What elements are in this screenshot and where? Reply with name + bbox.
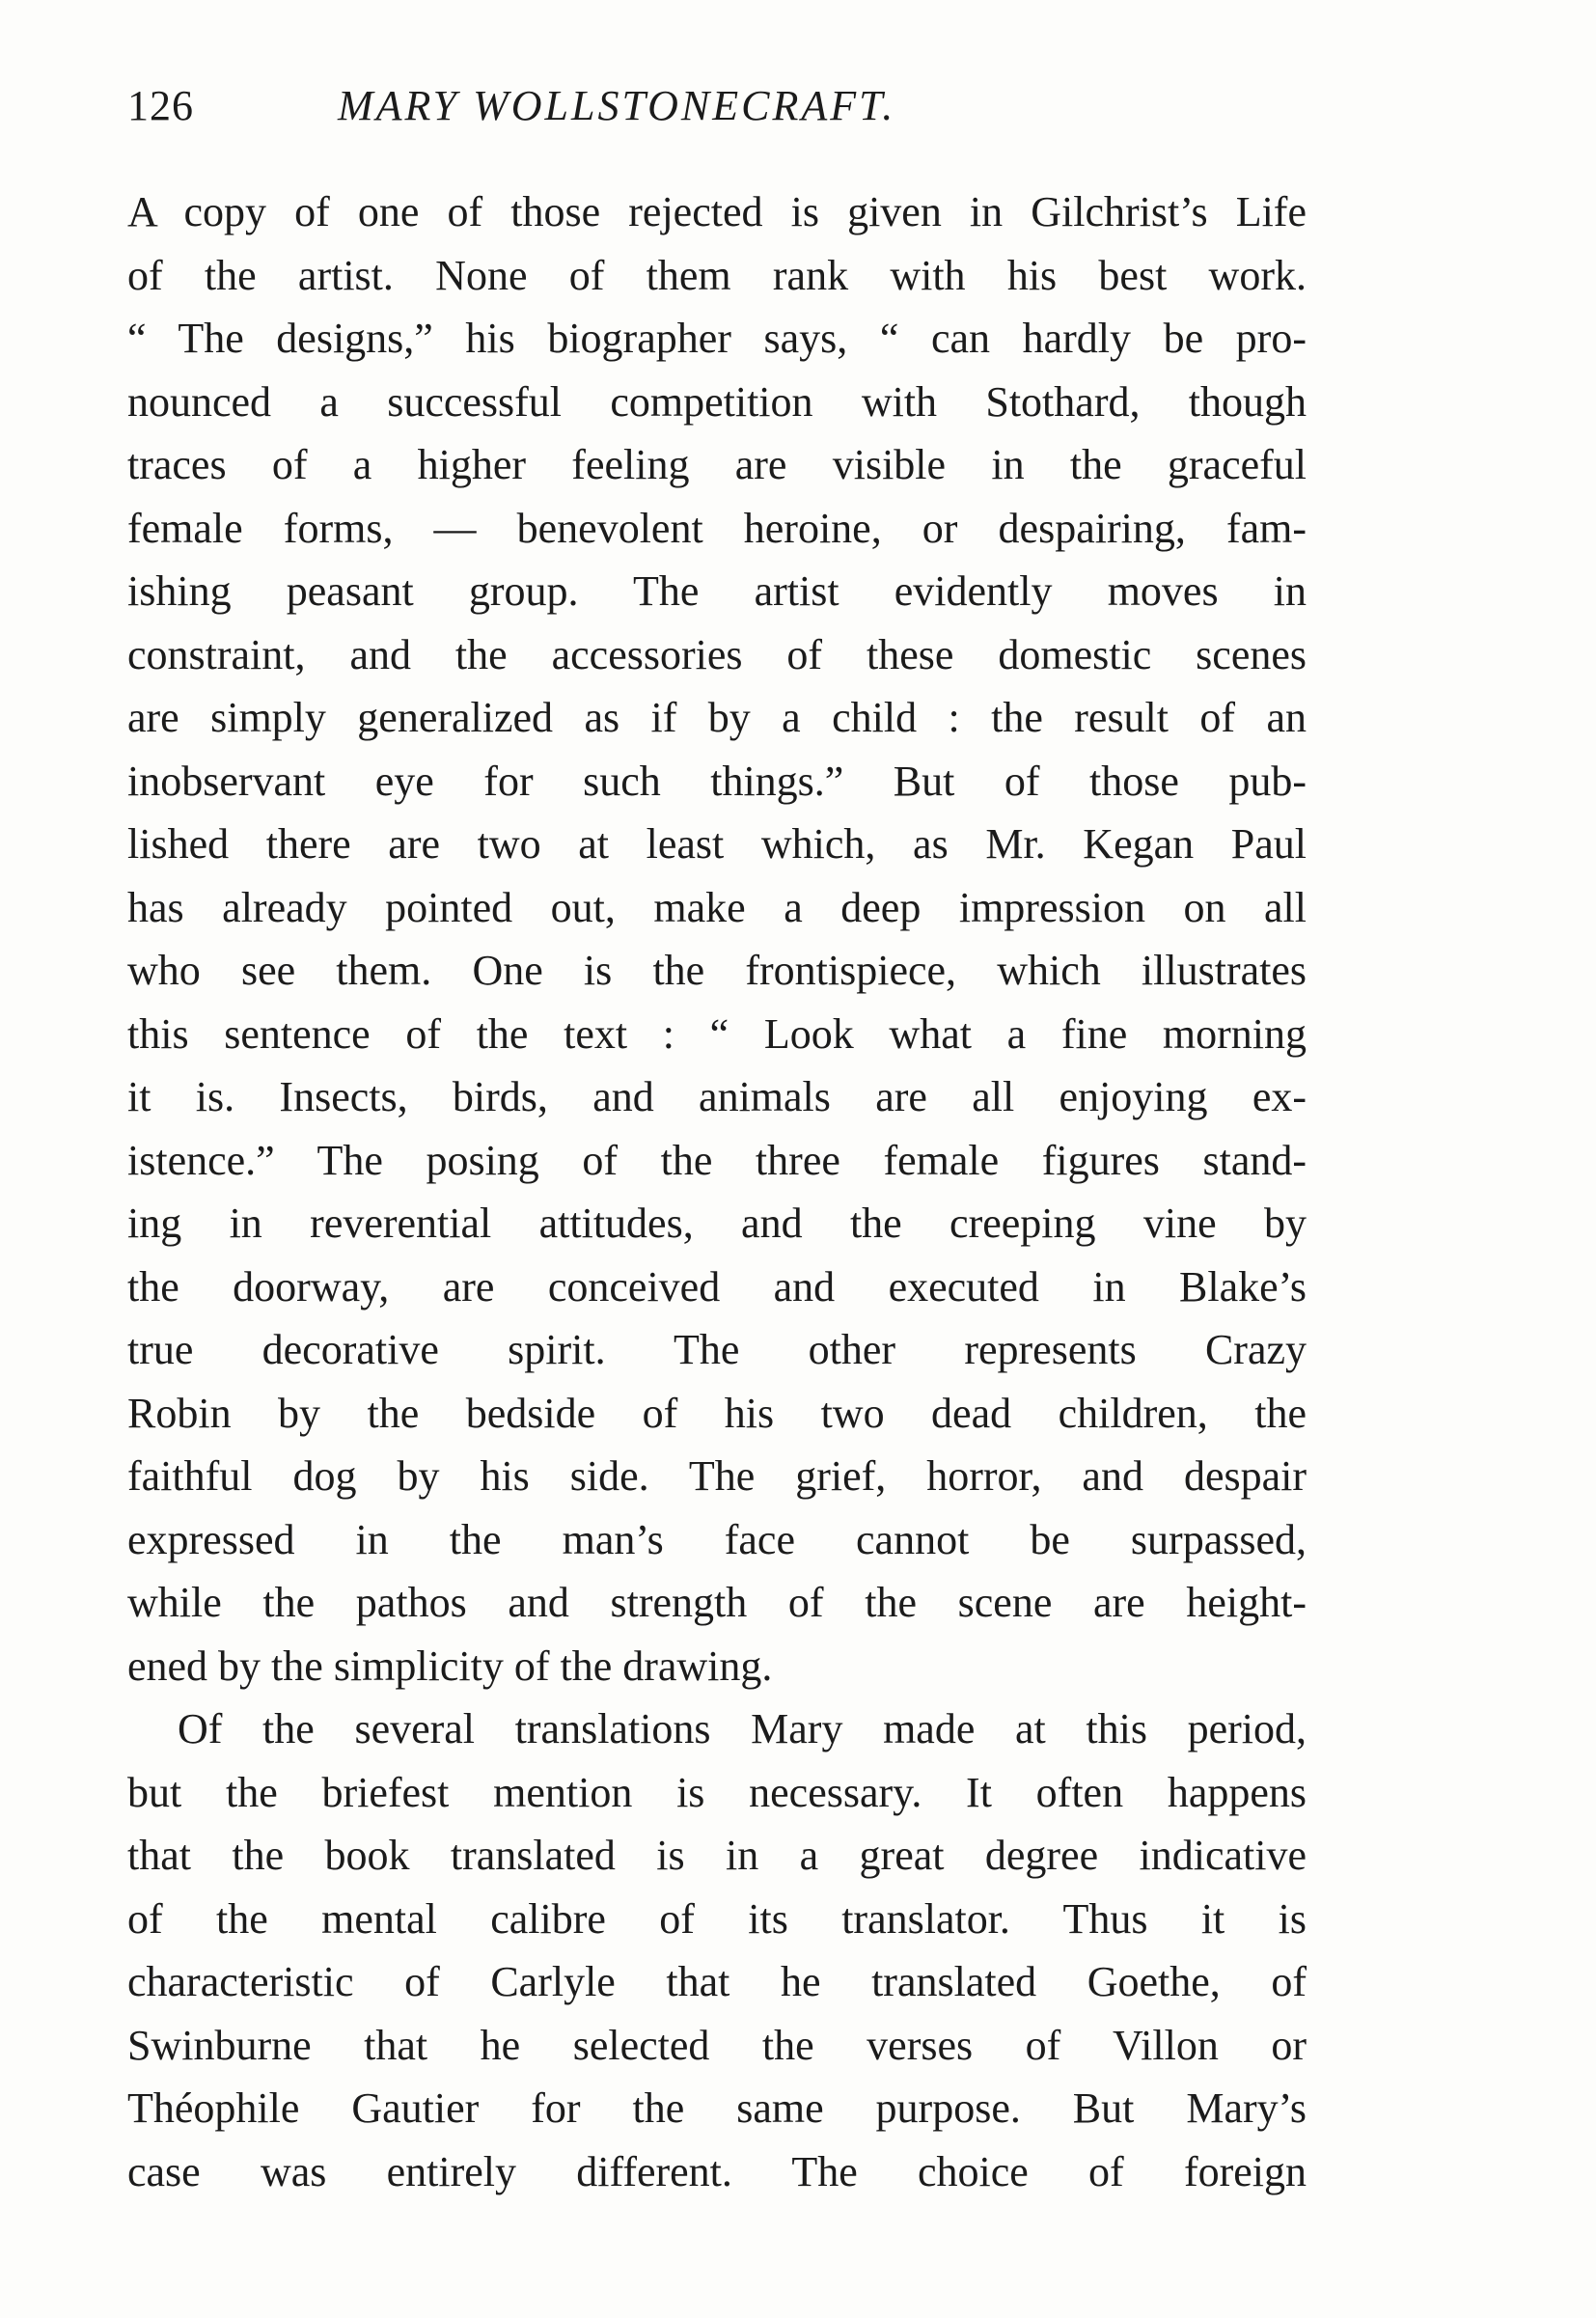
text-line: traces of a higher feeling are visible in the graceful [127, 441, 1307, 488]
text-line: female forms, — benevolent heroine, or despairing, fam- [127, 504, 1307, 552]
text-line: it is. Insects, birds, and animals are all enjoying ex- [127, 1073, 1307, 1120]
text-line: are simply generalized as if by a child : the result of an [127, 694, 1307, 741]
text-line: inobservant eye for such things.” But of those pub- [127, 757, 1307, 805]
text-line: the doorway, are conceived and executed in Blake’s [127, 1262, 1307, 1311]
text-line: this sentence of the text : “ Look what a fine morning [127, 1009, 1307, 1058]
body-text [127, 180, 1307, 2203]
text-line: who see them. One is the frontispiece, which illustrates [127, 947, 1307, 994]
paragraph-blake-designs [127, 180, 1307, 1697]
text-line: nounced a successful competition with Stothard, though [127, 377, 1307, 426]
text-line: A copy of one of those rejected is given in Gilchrist’s Life [127, 188, 1307, 235]
text-line: of the mental calibre of its translator. Thus it is [127, 1894, 1307, 1943]
text-line: ing in reverential attitudes, and the creeping vine by [127, 1200, 1307, 1247]
text-line: case was entirely different. The choice of foreign [127, 2147, 1307, 2195]
text-line: “ The designs,” his biographer says, “ can hardly be pro- [127, 315, 1307, 362]
paragraph-translations [127, 1697, 1307, 2203]
text-line: characteristic of Carlyle that he translated Goethe, of [127, 1958, 1307, 2005]
text-line: while the pathos and strength of the scene are height- [127, 1579, 1307, 1626]
text-line: Théophile Gautier for the same purpose. But Mary’s [127, 2084, 1307, 2132]
text-line: of the artist. None of them rank with his best work. [127, 251, 1307, 299]
text-line: ishing peasant group. The artist evidently moves in [127, 567, 1307, 615]
text-line: istence.” The posing of the three female figures stand- [127, 1136, 1307, 1184]
running-head [127, 75, 1324, 137]
text-line: faithful dog by his side. The grief, horror, and despair [127, 1452, 1307, 1500]
text-line: has already pointed out, make a deep impression on all [127, 883, 1307, 931]
text-line: constraint, and the accessories of these domestic scenes [127, 630, 1307, 678]
text-line: Swinburne that he selected the verses of Villon or [127, 2021, 1307, 2069]
text-line: Of the several translations Mary made at this period, [178, 1705, 1307, 1752]
text-line: but the briefest mention is necessary. It often happens [127, 1768, 1307, 1816]
text-line: lished there are two at least which, as Mr. Kegan Paul [127, 820, 1307, 868]
running-title: MARY WOLLSTONECRAFT. [338, 82, 896, 129]
page-number: 126 [127, 82, 194, 129]
text-line: expressed in the man’s face cannot be surpassed, [127, 1515, 1307, 1563]
text-line: that the book translated is in a great degree indicative [127, 1832, 1307, 1879]
text-line: Robin by the bedside of his two dead children, the [127, 1389, 1307, 1437]
text-line: ened by the simplicity of the drawing. [127, 1642, 773, 1690]
text-line: true decorative spirit. The other represents Crazy [127, 1326, 1307, 1373]
